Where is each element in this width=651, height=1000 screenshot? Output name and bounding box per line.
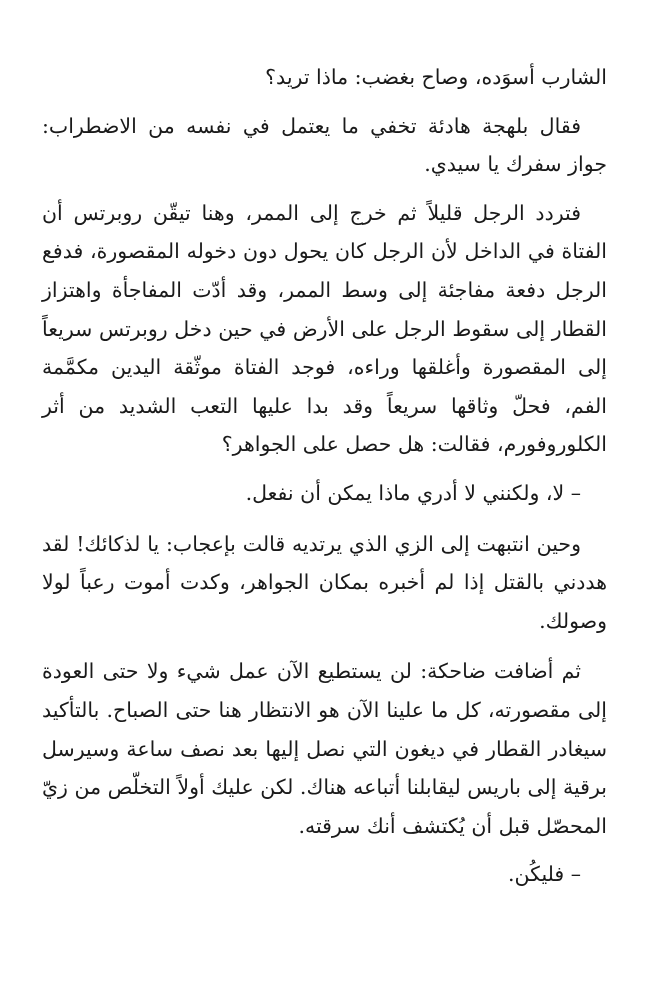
dialogue-line-2: – فليكُن.: [508, 862, 581, 887]
paragraph-2: فقال بلهجة هادئة تخفي ما يعتمل في نفسه من الاضطراب: جواز سفرك يا سيدي.: [42, 113, 607, 177]
dialogue-line-1: – لا، ولكنني لا أدري ماذا يمكن أن نفعل.: [245, 480, 581, 505]
paragraph-1: الشارب أسوَده، وصاح بغضب: ماذا تريد؟: [265, 65, 607, 89]
paragraph-4: وحين انتبهت إلى الزي الذي يرتديه قالت بإعجاب: يا لذكائك! لقد هددني بالقتل إذا لم أخبره بمكان الجواهر، وكدت أموت رعباً لولا وصولك.: [42, 531, 607, 633]
paragraph-5: ثم أضافت ضاحكة: لن يستطيع الآن عمل شيء ولا حتى العودة إلى مقصورته، كل ما علينا الآن هو الانتظار هنا حتى الصباح. بالتأكيد سيغادر القطار في ديغون التي نصل إليها بعد نصف ساعة وسيرسل برقية إلى باريس ليقابلنا أتباعه هناك. لكن عليك أولاً التخلّص من زيّ المحصّل قبل أن يُكتشف أنك سرقته.: [42, 659, 607, 838]
paragraph-3: فتردد الرجل قليلاً ثم خرج إلى الممر، وهنا تيقّن روبرتس أن الفتاة في الداخل لأن الرجل كان يحول دون دخوله المقصورة، فدفع الرجل دفعة مفاجئة إلى وسط الممر، وقد أدّت المفاجأة واهتزاز القطار إلى سقوط الرجل على الأرض في حين دخل روبرتس سريعاً إلى المقصورة وأغلقها وراءه، فوجد الفتاة موثّقة اليدين مكمَّمة الفم، فحلّ وثاقها سريعاً وقد بدا عليها التعب الشديد من أثر الكلوروفورم، فقالت: هل حصل على الجواهر؟: [42, 200, 607, 457]
